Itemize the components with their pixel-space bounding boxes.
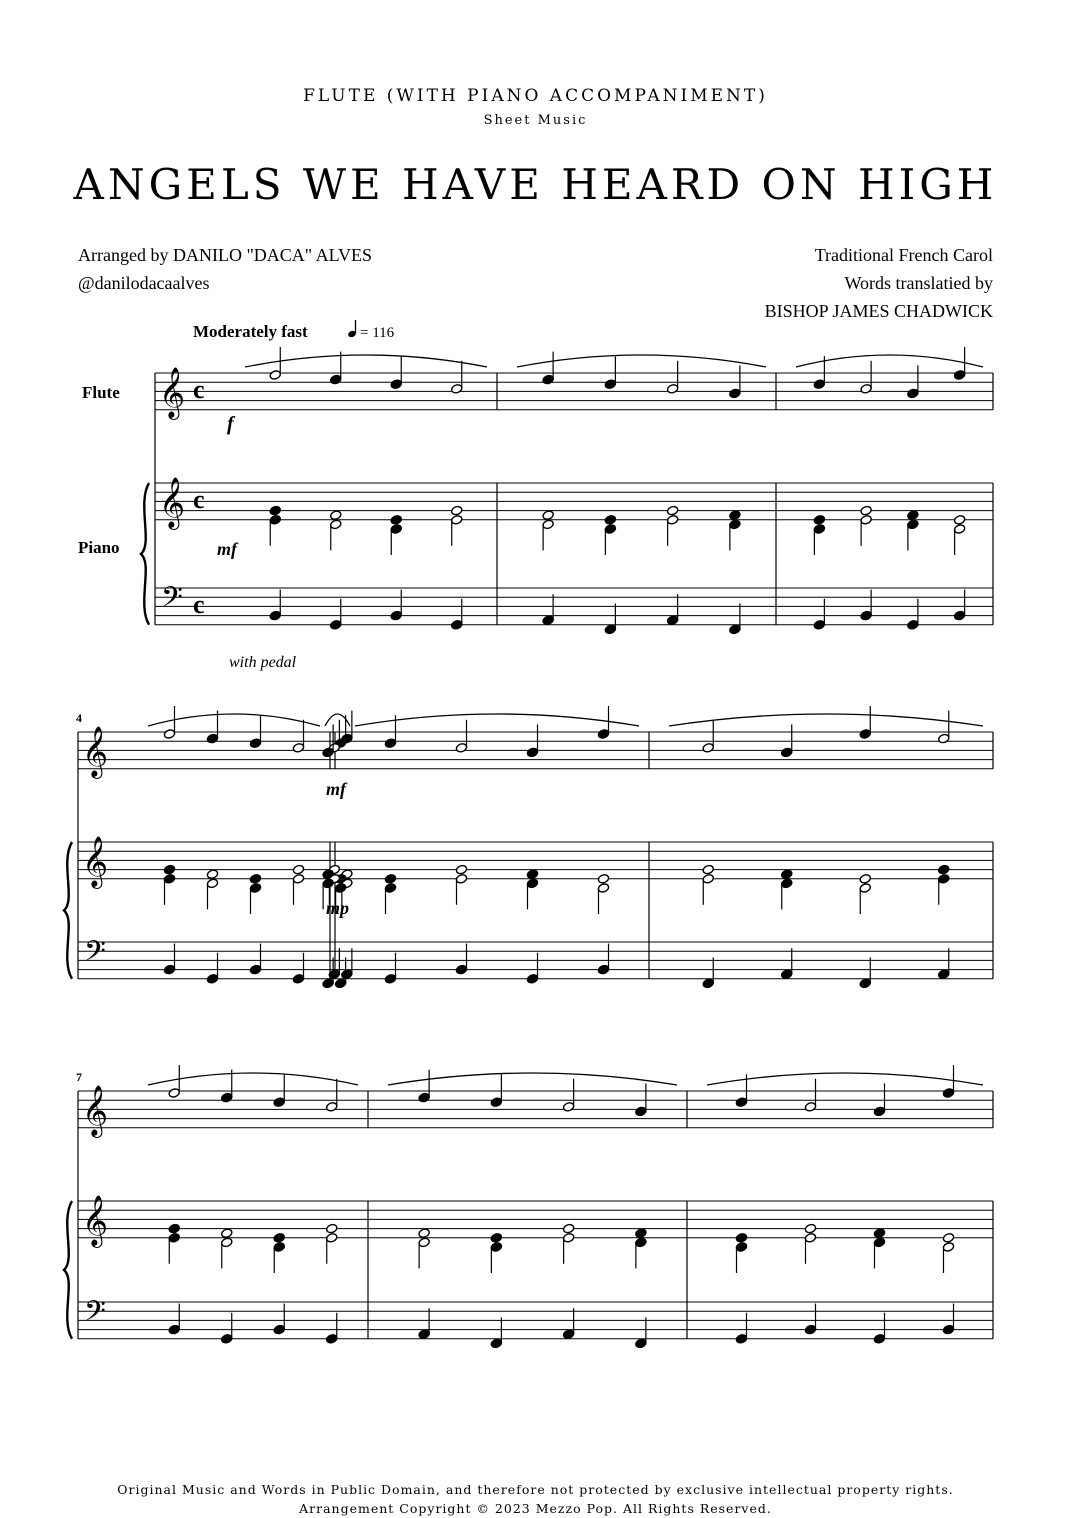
note-head — [860, 505, 872, 516]
note-head — [206, 733, 218, 744]
note-head — [206, 878, 218, 889]
note-head — [163, 964, 175, 975]
note-head — [804, 1232, 816, 1243]
treble-clef-icon: 𝄞 — [82, 727, 109, 776]
copyright-line-1: Original Music and Words in Public Domain, and therefore not protected by exclusive intellectual property rights. — [117, 1482, 954, 1497]
note-head — [953, 524, 965, 535]
note-head — [781, 869, 793, 880]
slur — [325, 714, 350, 726]
note-head — [526, 869, 538, 880]
note-head — [597, 964, 609, 975]
note-head — [269, 514, 281, 525]
note-head — [542, 374, 554, 385]
note-head — [249, 738, 261, 749]
note-head — [455, 742, 467, 753]
note-head — [168, 1324, 180, 1335]
note-head — [635, 1228, 647, 1239]
note-head — [942, 1088, 954, 1099]
note-head — [635, 1338, 647, 1349]
note-head — [221, 1333, 233, 1344]
note-head — [562, 1232, 574, 1243]
note-head — [206, 973, 218, 984]
note-head — [562, 1329, 574, 1340]
treble-clef-icon: 𝄞 — [82, 1086, 109, 1135]
slur — [148, 714, 320, 726]
note-head — [326, 1101, 338, 1112]
note-head — [942, 1324, 954, 1335]
note-head — [455, 864, 467, 875]
note-head — [330, 374, 342, 385]
note-head — [418, 1237, 430, 1248]
composer-origin: Traditional French Carol — [814, 245, 993, 265]
note-head — [597, 883, 609, 894]
note-head — [273, 1324, 285, 1335]
slur — [669, 714, 983, 726]
note-head — [859, 873, 871, 884]
note-head — [526, 973, 538, 984]
note-head — [666, 615, 678, 626]
note-head — [269, 610, 281, 621]
note-head — [859, 978, 871, 989]
time-signature: c — [193, 590, 205, 619]
note-head — [860, 514, 872, 525]
note-head — [451, 383, 463, 394]
note-head — [735, 1097, 747, 1108]
piano-brace — [64, 1201, 72, 1339]
note-head — [168, 1232, 180, 1243]
note-head — [859, 729, 871, 740]
note-head — [206, 869, 218, 880]
note-head — [384, 883, 396, 894]
note-head — [273, 1242, 285, 1253]
note-head — [334, 978, 346, 989]
note-head — [562, 1223, 574, 1234]
note-head — [702, 864, 714, 875]
subtitle: Sheet Music — [483, 113, 588, 128]
note-head — [490, 1232, 502, 1243]
note-head — [490, 1242, 502, 1253]
note-head — [938, 873, 950, 884]
note-head — [597, 873, 609, 884]
note-head — [702, 978, 714, 989]
note-head — [292, 864, 304, 875]
note-head — [702, 873, 714, 884]
note-head — [163, 729, 175, 740]
note-head — [735, 1333, 747, 1344]
note-head — [907, 510, 919, 521]
words-line: Words translatied by — [844, 273, 993, 293]
note-head — [729, 510, 741, 521]
note-head — [953, 610, 965, 621]
note-head — [907, 519, 919, 530]
note-head — [455, 964, 467, 975]
note-head — [907, 388, 919, 399]
treble-clef-icon: 𝄞 — [159, 478, 186, 527]
note-head — [604, 524, 616, 535]
piano-brace — [141, 483, 149, 625]
note-head — [542, 510, 554, 521]
translator-name: BISHOP JAMES CHADWICK — [764, 301, 993, 321]
note-head — [390, 514, 402, 525]
note-head — [873, 1106, 885, 1117]
piano-brace — [64, 842, 72, 979]
piano-label: Piano — [78, 538, 120, 557]
note-head — [451, 514, 463, 525]
note-head — [873, 1228, 885, 1239]
note-head — [873, 1333, 885, 1344]
note-head — [292, 742, 304, 753]
note-head — [326, 1232, 338, 1243]
note-head — [729, 388, 741, 399]
tempo-value: = 116 — [360, 325, 395, 341]
note-head — [813, 524, 825, 535]
instrument-line: FLUTE (WITH PIANO ACCOMPANIMENT) — [303, 86, 768, 106]
note-head — [597, 729, 609, 740]
note-head — [330, 519, 342, 530]
note-head — [813, 514, 825, 525]
note-head — [384, 738, 396, 749]
note-head — [384, 873, 396, 884]
note-head — [330, 619, 342, 630]
slur — [245, 355, 487, 367]
note-head — [526, 747, 538, 758]
note-head — [455, 873, 467, 884]
note-head — [490, 1338, 502, 1349]
note-head — [804, 1324, 816, 1335]
note-head — [729, 624, 741, 635]
note-head — [813, 379, 825, 390]
note-head — [390, 610, 402, 621]
note-head — [702, 742, 714, 753]
note-head — [873, 1237, 885, 1248]
note-head — [341, 969, 353, 980]
pedal-marking: with pedal — [229, 654, 297, 671]
note-head — [542, 615, 554, 626]
note-head — [418, 1228, 430, 1239]
note-head — [292, 873, 304, 884]
copyright-footer — [0, 1480, 1071, 1518]
note-head — [942, 1232, 954, 1243]
treble-clef-icon: 𝄞 — [82, 1196, 109, 1245]
note-head — [907, 619, 919, 630]
note-head — [326, 1333, 338, 1344]
note-head — [729, 519, 741, 530]
note-head — [781, 969, 793, 980]
note-head — [490, 1097, 502, 1108]
note-head — [635, 1106, 647, 1117]
note-head — [526, 878, 538, 889]
note-head — [418, 1092, 430, 1103]
note-head — [221, 1092, 233, 1103]
note-head — [860, 610, 872, 621]
note-head — [781, 747, 793, 758]
note-head — [781, 878, 793, 889]
arranger-name: Arranged by DANILO "DACA" ALVES — [78, 245, 373, 265]
treble-clef-icon: 𝄞 — [82, 837, 109, 886]
dynamic-piano-m5: mp — [326, 898, 350, 918]
bass-clef-icon: 𝄢 — [84, 937, 106, 974]
measure-number: 7 — [76, 1070, 82, 1084]
note-head — [542, 519, 554, 530]
slur — [388, 1073, 677, 1085]
note-head — [860, 383, 872, 394]
note-head — [451, 505, 463, 516]
quarter-note-icon — [347, 320, 357, 338]
note-head — [322, 978, 334, 989]
note-head — [384, 973, 396, 984]
note-head — [666, 514, 678, 525]
note-head — [604, 379, 616, 390]
note-head — [938, 864, 950, 875]
note-head — [666, 383, 678, 394]
note-head — [273, 1097, 285, 1108]
slur — [517, 355, 766, 367]
note-head — [269, 370, 281, 381]
note-head — [735, 1232, 747, 1243]
note-head — [666, 505, 678, 516]
note-head — [604, 624, 616, 635]
note-head — [249, 883, 261, 894]
time-signature: c — [193, 485, 205, 514]
note-head — [938, 969, 950, 980]
arranger-handle: @danilodacaalves — [78, 273, 210, 293]
copyright-line-2: Arrangement Copyright © 2023 Mezzo Pop. All Rights Reserved. — [299, 1501, 772, 1516]
note-head — [292, 973, 304, 984]
note-head — [635, 1237, 647, 1248]
measure-number: 4 — [76, 711, 82, 725]
note-head — [418, 1329, 430, 1340]
note-head — [804, 1223, 816, 1234]
note-head — [269, 505, 281, 516]
note-head — [953, 514, 965, 525]
dynamic-piano-m1: mf — [217, 539, 237, 559]
note-head — [953, 370, 965, 381]
slur — [355, 714, 639, 726]
note-head — [221, 1228, 233, 1239]
note-head — [326, 1223, 338, 1234]
note-head — [735, 1242, 747, 1253]
note-head — [813, 619, 825, 630]
note-head — [859, 883, 871, 894]
note-head — [163, 873, 175, 884]
note-head — [938, 733, 950, 744]
bass-clef-icon: 𝄢 — [84, 1297, 106, 1334]
page-title: ANGELS WE HAVE HEARD ON HIGH — [73, 160, 998, 209]
note-head — [390, 379, 402, 390]
treble-clef-icon: 𝄞 — [159, 368, 186, 417]
note-head — [804, 1101, 816, 1112]
note-head — [249, 964, 261, 975]
slur — [707, 1073, 983, 1085]
note-head — [249, 873, 261, 884]
note-head — [163, 864, 175, 875]
tempo-text: Moderately fast — [193, 322, 308, 341]
note-head — [330, 510, 342, 521]
note-head — [562, 1101, 574, 1112]
note-head — [273, 1232, 285, 1243]
dynamic-flute-m1: f — [227, 413, 234, 435]
bass-clef-icon: 𝄢 — [161, 583, 183, 620]
note-head — [604, 514, 616, 525]
flute-label: Flute — [82, 383, 120, 402]
time-signature: c — [193, 375, 205, 404]
note-head — [451, 619, 463, 630]
note-head — [942, 1242, 954, 1253]
note-head — [221, 1237, 233, 1248]
note-head — [168, 1223, 180, 1234]
note-head — [390, 524, 402, 535]
note-head — [168, 1088, 180, 1099]
dynamic-flute-m5: mf — [326, 779, 346, 799]
